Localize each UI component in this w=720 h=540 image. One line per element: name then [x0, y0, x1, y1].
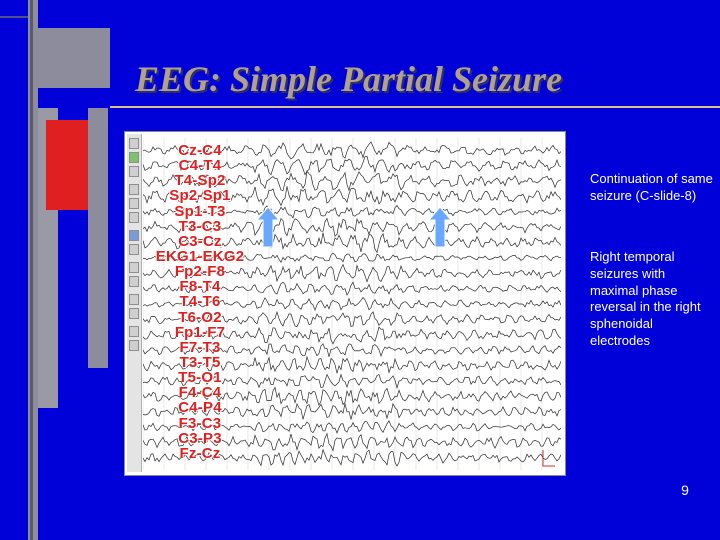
- continuation-note: Continuation of same seizure (C-slide-8): [590, 171, 713, 203]
- slide-title: EEG: Simple Partial Seizure: [135, 59, 563, 99]
- decorative-red-block: [46, 120, 88, 210]
- eeg-channel-labels: [145, 143, 255, 461]
- channel-label: F8-T4: [179, 278, 221, 296]
- toolbar-button[interactable]: [129, 230, 139, 241]
- channel-label: F7-T3: [179, 338, 221, 356]
- decorative-bar: [28, 28, 110, 88]
- channel-label: C4-P4: [178, 399, 222, 417]
- channel-label: T5-O1: [178, 369, 222, 387]
- channel-label: F3-C3: [178, 414, 222, 432]
- toolbar-button[interactable]: [129, 138, 139, 149]
- toolbar-button[interactable]: [129, 340, 139, 351]
- toolbar-button[interactable]: [129, 198, 139, 209]
- title-underline: [110, 106, 720, 108]
- channel-label: T3-T5: [179, 353, 221, 371]
- channel-label: T4-Sp2: [174, 172, 226, 190]
- channel-label: Fp1-F7: [174, 323, 226, 341]
- channel-label: T3-C3: [178, 217, 222, 235]
- toolbar-button[interactable]: [129, 308, 139, 319]
- channel-label: C3-P3: [178, 429, 222, 447]
- toolbar-button[interactable]: [129, 166, 139, 177]
- channel-label: Sp2-Sp1: [169, 187, 231, 205]
- channel-label: F4-C4: [178, 384, 222, 402]
- toolbar-button[interactable]: [129, 262, 139, 273]
- arrow-up-icon: [256, 206, 280, 248]
- decorative-bar: [88, 108, 108, 368]
- channel-label: Fp2-F8: [174, 263, 226, 281]
- channel-label: EKG1-EKG2: [155, 247, 245, 265]
- seizure-description: Right temporal seizures with maximal phase reversal in the right sphenoidal electrodes: [590, 249, 701, 348]
- toolbar-button[interactable]: [129, 294, 139, 305]
- decorative-line: [0, 16, 30, 18]
- channel-label: Fz-Cz: [179, 444, 221, 462]
- channel-label: T6-O2: [178, 308, 222, 326]
- channel-label: C4-T4: [178, 157, 222, 175]
- arrow-up-icon: [428, 206, 452, 248]
- channel-label: T4-T6: [179, 293, 221, 311]
- toolbar-button[interactable]: [129, 276, 139, 287]
- calibration-marker: [543, 450, 555, 466]
- toolbar-button[interactable]: [129, 184, 139, 195]
- toolbar-button[interactable]: [129, 152, 139, 163]
- toolbar-button[interactable]: [129, 212, 139, 223]
- channel-label: Cz-C4: [178, 142, 222, 159]
- eeg-recording-image: [124, 131, 566, 476]
- page-number: 9: [681, 482, 689, 498]
- decorative-line: [30, 0, 33, 540]
- channel-label: Sp1-T3: [174, 202, 226, 220]
- eeg-viewer-toolbar: [127, 134, 142, 472]
- channel-label: C3-Cz: [178, 232, 222, 250]
- toolbar-button[interactable]: [129, 244, 139, 255]
- toolbar-button[interactable]: [129, 326, 139, 337]
